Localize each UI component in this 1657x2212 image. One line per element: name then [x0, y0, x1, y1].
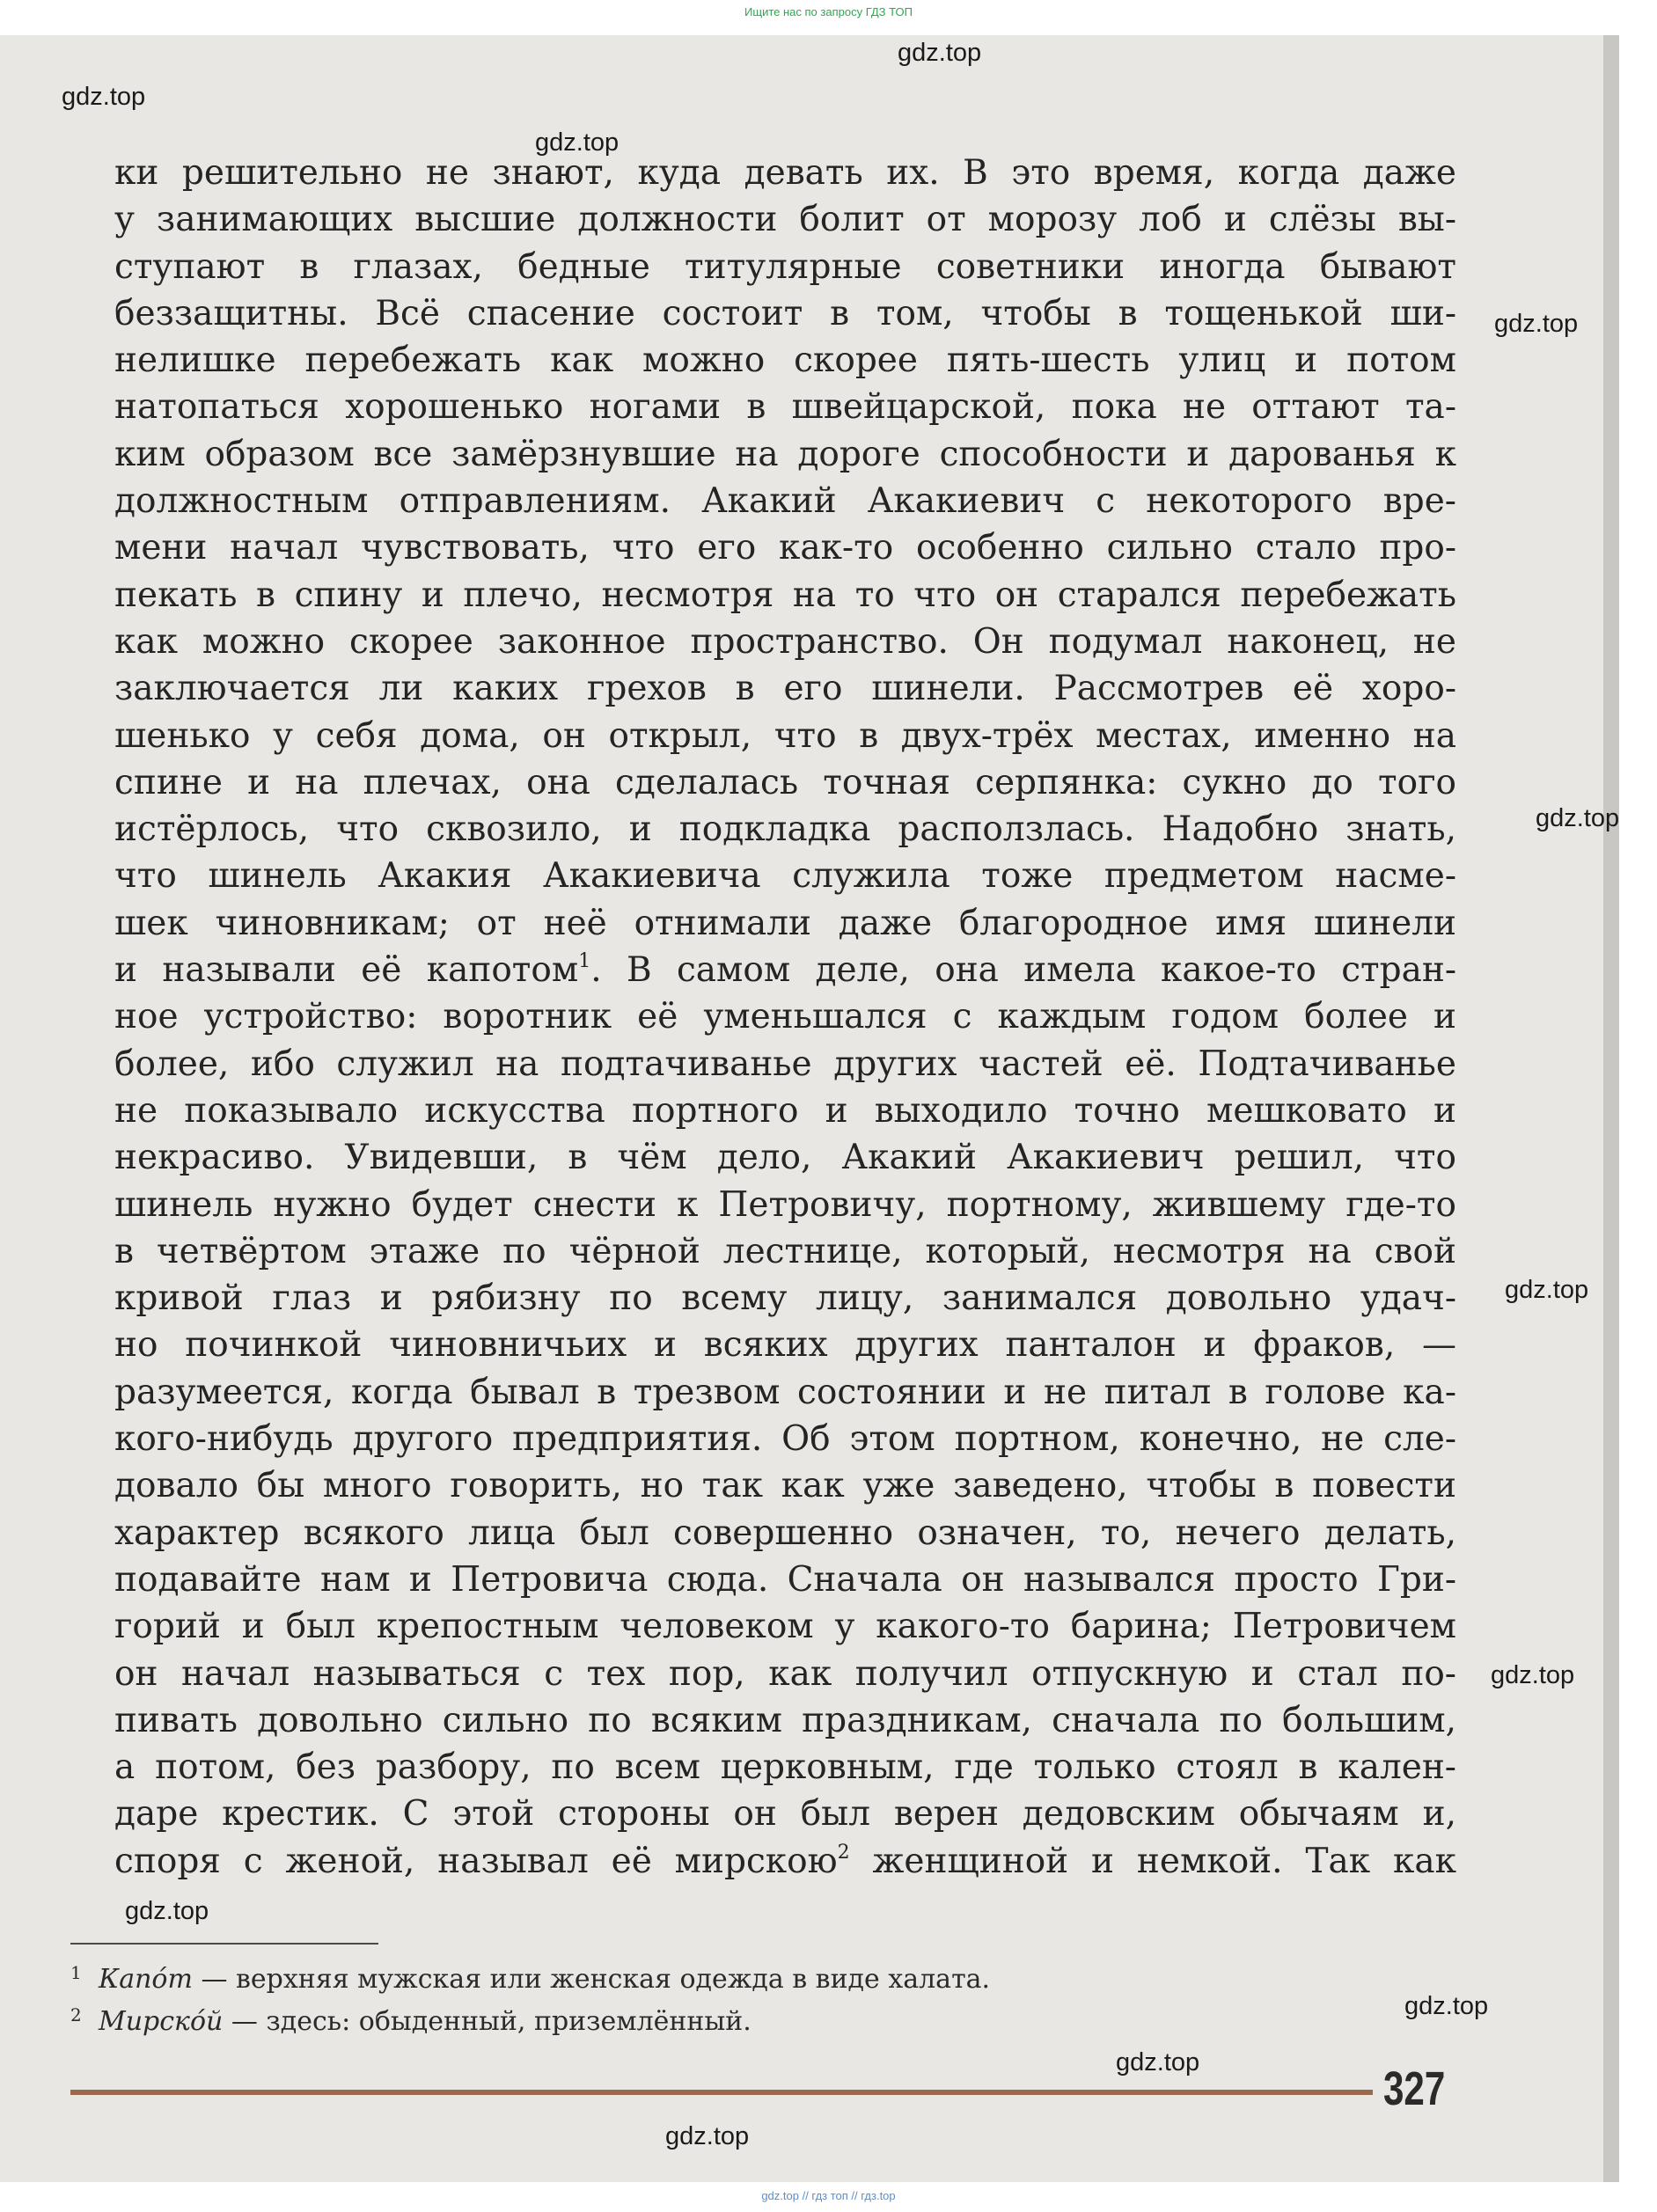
text-line: а потом, без разбору, по всем церковным, где только стоял в кален- — [114, 1747, 1456, 1788]
watermark: gdz.top — [1404, 1992, 1489, 2020]
text-line: горий и был крепостным человеком у какого-то барина; Петровичем — [114, 1607, 1456, 1647]
text-line: шенько у себя дома, он открыл, что в двух-трёх местах, именно на — [114, 715, 1456, 756]
text-line — [114, 947, 1456, 993]
text-line: беззащитны. Всё спасение состоит в том, чтобы в тощенькой ши- — [114, 293, 1456, 333]
watermark: gdz.top — [1494, 310, 1579, 338]
text-line — [114, 1838, 1456, 1885]
text-line: в четвёртом этаже по чёрной лестнице, который, несмотря на свой — [114, 1231, 1456, 1271]
watermark: gdz.top — [1116, 2048, 1200, 2076]
watermark: gdz.top — [1491, 1661, 1575, 1689]
watermark: gdz.top — [535, 128, 620, 157]
page-edge-shadow — [1603, 35, 1619, 2182]
text-line: более, ибо служил на подтачиванье других частей её. Подтачиванье — [114, 1044, 1456, 1084]
text-line: ступают в глазах, бедные титулярные советники иногда бывают — [114, 246, 1456, 287]
page-footer-rule — [70, 2090, 1373, 2095]
footnote-reference: 2 — [837, 1841, 850, 1864]
text-line: мени начал чувствовать, что его как-то особенно сильно стало про- — [114, 528, 1456, 568]
text-line: кривой глаз и рябизну по всему лицу, занимался довольно удач- — [114, 1278, 1456, 1319]
text-segment: споря с женой, называл её мирскою — [114, 1841, 838, 1881]
text-line: ки решительно не знают, куда девать их. В это время, когда даже — [114, 153, 1456, 193]
bottom-banner: gdz.top // гдз топ // гдз.top — [761, 2189, 896, 2202]
text-line: подавайте нам и Петровича сюда. Сначала он назывался просто Гри- — [114, 1559, 1456, 1600]
text-line: довало бы много говорить, но так как уже заведено, чтобы в повести — [114, 1466, 1456, 1506]
text-line: не показывало искусства портного и выходило точно мешковато и — [114, 1090, 1456, 1131]
footnote-text: — здесь: обыденный, приземлённый. — [223, 2006, 752, 2037]
footnote-1 — [70, 1952, 1390, 1994]
text-line: некрасиво. Увидевши, в чём дело, Акакий Акакиевич решил, что — [114, 1138, 1456, 1178]
text-segment: . В самом деле, она имела какое-то стран- — [590, 950, 1456, 991]
text-line: шек чиновникам; от неё отнимали даже благородное имя шинели — [114, 903, 1456, 943]
footnote-text: — верхняя мужская или женская одежда в виде халата. — [192, 1964, 991, 1995]
text-line: что шинель Акакия Акакиевича служила тоже предметом насме- — [114, 856, 1456, 897]
body-text — [114, 150, 1456, 1885]
text-line: ким образом все замёрзнувшие на дороге способности и дарованья к — [114, 434, 1456, 474]
footnote-number: 2 — [70, 2004, 82, 2025]
top-banner: Ищите нас по запросу ГДЗ ТОП — [744, 5, 913, 18]
text-segment: и называли её капотом — [114, 950, 579, 991]
watermark: gdz.top — [1536, 804, 1620, 832]
text-line: должностным отправлениям. Акакий Акакиевич с некоторого вре- — [114, 481, 1456, 522]
footnotes — [70, 1952, 1390, 2036]
footnote-2 — [70, 1994, 1390, 2036]
text-line: ное устройство: воротник её уменьшался с каждым годом более и — [114, 997, 1456, 1037]
text-line: пекать в спину и плечо, несмотря на то что он старался перебежать — [114, 575, 1456, 615]
footnote-term: Мирскóй — [99, 2006, 224, 2037]
text-line: шинель нужно будет снести к Петровичу, портному, жившему где-то — [114, 1184, 1456, 1225]
text-line: пивать довольно сильно по всяким праздникам, сначала по большим, — [114, 1700, 1456, 1740]
footnote-reference: 1 — [578, 950, 591, 973]
footnote-divider — [70, 1943, 378, 1945]
page-number: 327 — [1383, 2062, 1446, 2115]
text-line: разумеется, когда бывал в трезвом состоянии и не питал в голове ка- — [114, 1372, 1456, 1412]
text-line: даре крестик. С этой стороны он был верен дедовским обычаям и, — [114, 1794, 1456, 1835]
text-line: но починкой чиновничьих и всяких других панталон и фраков, — — [114, 1325, 1456, 1366]
watermark: gdz.top — [898, 39, 982, 67]
watermark: gdz.top — [1505, 1276, 1589, 1304]
watermark: gdz.top — [665, 2122, 750, 2150]
text-line: спине и на плечах, она сделалась точная серпянка: сукно до того — [114, 762, 1456, 802]
text-line: как можно скорее законное пространство. Он подумал наконец, не — [114, 621, 1456, 662]
text-line: характер всякого лица был совершенно означен, то, нечего делать, — [114, 1513, 1456, 1553]
footnote-term: Капóт — [99, 1964, 193, 1995]
text-line: кого-нибудь другого предприятия. Об этом портном, конечно, не сле- — [114, 1419, 1456, 1460]
text-line: истёрлось, что сквозило, и подкладка расползлась. Надобно знать, — [114, 809, 1456, 850]
text-line: он начал называться с тех пор, как получил отпускную и стал по- — [114, 1653, 1456, 1694]
text-line: у занимающих высшие должности болит от морозу лоб и слёзы вы- — [114, 200, 1456, 240]
text-line: натопаться хорошенько ногами в швейцарской, пока не оттают та- — [114, 387, 1456, 428]
watermark: gdz.top — [125, 1897, 209, 1925]
footnote-number: 1 — [70, 1962, 82, 1983]
text-line: заключается ли каких грехов в его шинели. Рассмотрев её хоро- — [114, 669, 1456, 709]
text-segment: женщиной и немкой. Так как — [849, 1841, 1456, 1881]
watermark: gdz.top — [62, 83, 146, 111]
text-line: нелишке перебежать как можно скорее пять-шесть улиц и потом — [114, 341, 1456, 381]
